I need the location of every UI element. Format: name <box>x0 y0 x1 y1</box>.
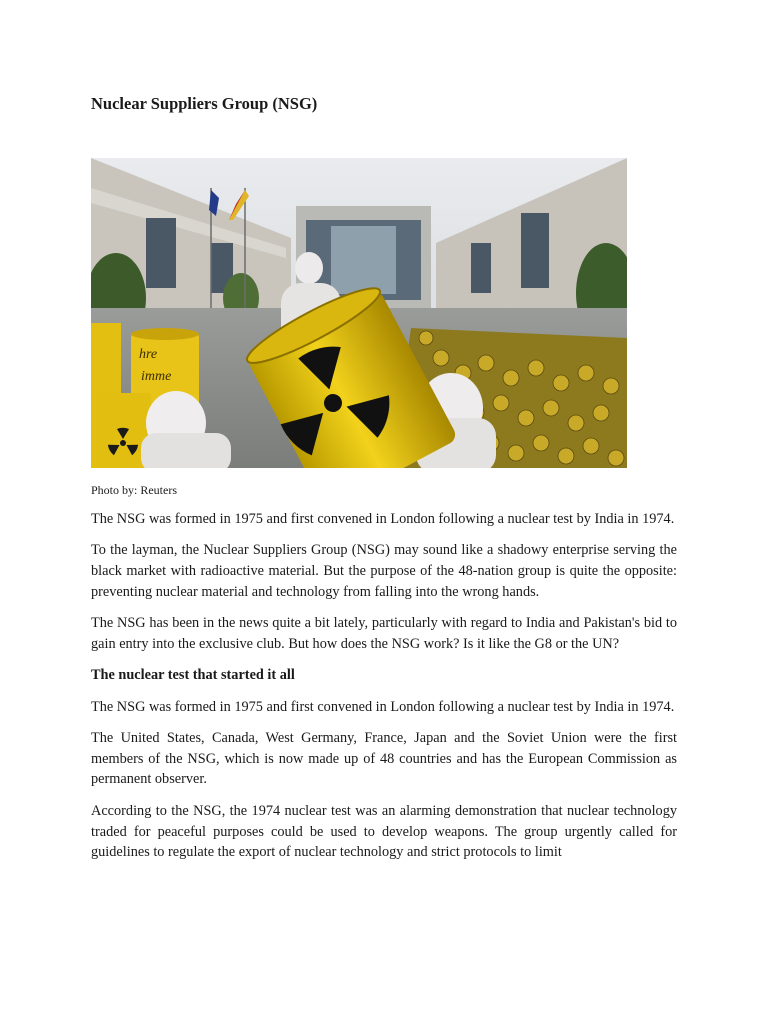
paragraph: To the layman, the Nuclear Suppliers Group (NSG) may sound like a shadowy enterprise serving the black market with radioactive material. But the purpose of the 48-nation group is quite the opposite: preventing nuclear material and technology from falling into the wrong hands. <box>91 542 677 600</box>
article-title: Nuclear Suppliers Group (NSG) <box>91 94 318 113</box>
paragraph: The United States, Canada, West Germany, France, Japan and the Soviet Union were the first members of the NSG, which is now made up of 48 countries and has the European Commission as permanent observer. <box>91 729 677 788</box>
paragraph: According to the NSG, the 1974 nuclear test was an alarming demonstration that nuclear technology traded for peaceful purposes could be used to develop weapons. The group urgently called for guidelines to regulate the export of nuclear technology and strict protocols to limit <box>91 802 677 861</box>
photo-barrel-text-1: hre <box>139 347 158 362</box>
article-body <box>91 509 677 874</box>
photo-caption: Photo by: Reuters <box>91 483 177 497</box>
photo-barrel-text-2: imme <box>141 369 172 384</box>
article-photo <box>91 158 627 468</box>
paragraph: The NSG was formed in 1975 and first convened in London following a nuclear test by India in 1974. <box>91 698 675 715</box>
section-heading: The nuclear test that started it all <box>91 667 295 684</box>
paragraph: The NSG has been in the news quite a bit lately, particularly with regard to India and Pakistan's bid to gain entry into the exclusive club. But how does the NSG work? Is it like the G8 or the UN? <box>91 615 677 652</box>
paragraph: The NSG was formed in 1975 and first convened in London following a nuclear test by India in 1974. <box>91 511 675 527</box>
